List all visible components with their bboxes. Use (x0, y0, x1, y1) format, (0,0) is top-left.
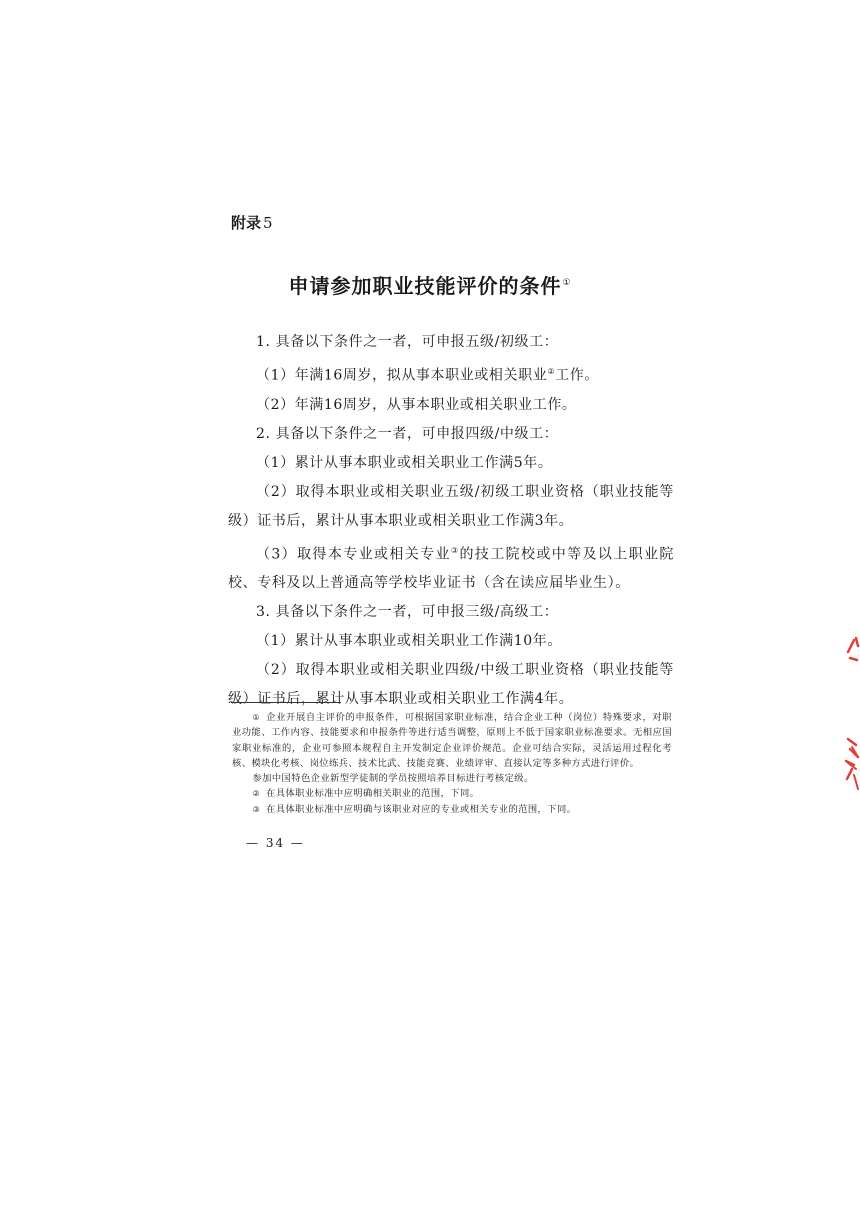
footnote-text: 参加中国特色企业新型学徒制的学员按照培养目标进行考核定级。 (252, 773, 534, 785)
paragraph: 1. 具备以下条件之一者，可申报五级/初级工： (256, 334, 559, 350)
footnote (232, 710, 672, 771)
footnote-ref: ② (547, 367, 556, 376)
footnote-text: 在具体职业标准中应明确相关职业的范围，下同。 (266, 788, 480, 800)
paragraph-text: （3）取得本专业或相关专业 (256, 546, 451, 563)
red-seal-fragment (838, 745, 860, 805)
appendix-label (231, 212, 273, 233)
footnote (232, 771, 672, 786)
footnote-text: 在具体职业标准中应明确与该职业对应的专业或相关专业的范围，下同。 (266, 803, 577, 815)
footnote-ref: ③ (450, 545, 460, 555)
page-number: — 34 — (246, 836, 305, 850)
paragraph-text: 工作。 (555, 367, 599, 384)
appendix-number: 5 (263, 214, 273, 232)
footnote-divider (231, 702, 341, 703)
paragraph: （2）取得本职业或相关职业四级/中级工职业资格（职业技能等级）证书后，累计从事本职业或相关职业工作满4年。 (228, 662, 674, 708)
paragraph-text: （1）年满16周岁，拟从事本职业或相关职业 (256, 367, 548, 384)
page-title-text: 申请参加职业技能评价的条件 (288, 274, 562, 298)
paragraph (228, 357, 674, 391)
appendix-label-text: 附录 (231, 214, 262, 232)
footnote-mark: ① (252, 713, 261, 722)
footnote (232, 786, 672, 801)
paragraph: 2. 具备以下条件之一者，可申报四级/中级工： (256, 425, 559, 442)
paragraph: （1）累计从事本职业或相关职业工作满10年。 (256, 633, 562, 650)
paragraph: （2）取得本职业或相关职业五级/初级工职业资格（职业技能等级）证书后，累计从事本职业或相关职业工作满3年。 (228, 483, 674, 529)
footnote (232, 802, 672, 817)
footnote-text: 企业开展自主评价的申报条件，可根据国家职业标准，结合企业工种（岗位）特殊要求，对职业功能、工作内容、技能要求和申报条件等进行适当调整，原则上不低于国家职业标准要求。无相应国家职业标准的，企业可参照本规程自主开发制定企业评价规范。企业可结合实际，灵活运用过程化考核、模块化考核、岗位练兵、技术比武、技能竞赛、业绩评审、直接认定等多种方式进行评价。 (232, 712, 672, 769)
paragraph: （1）累计从事本职业或相关职业工作满5年。 (256, 454, 553, 471)
footnotes (232, 710, 672, 817)
page-title (0, 270, 860, 299)
footnote-mark: ② (252, 789, 261, 799)
conditions-body (228, 328, 674, 714)
paragraph: 3. 具备以下条件之一者，可申报三级/高级工： (256, 604, 559, 621)
paragraph: （2）年满16周岁，从事本职业或相关职业工作。 (256, 396, 577, 413)
paragraph-text: 的技工院校或中等及以上职业院校、专科及以上普通高等学校毕业证书（含在读应届毕业生）。 (228, 546, 674, 592)
title-footnote-mark: ① (562, 278, 572, 289)
red-seal-fragment (838, 632, 860, 692)
paragraph (228, 536, 674, 599)
footnote-mark: ③ (252, 804, 261, 814)
